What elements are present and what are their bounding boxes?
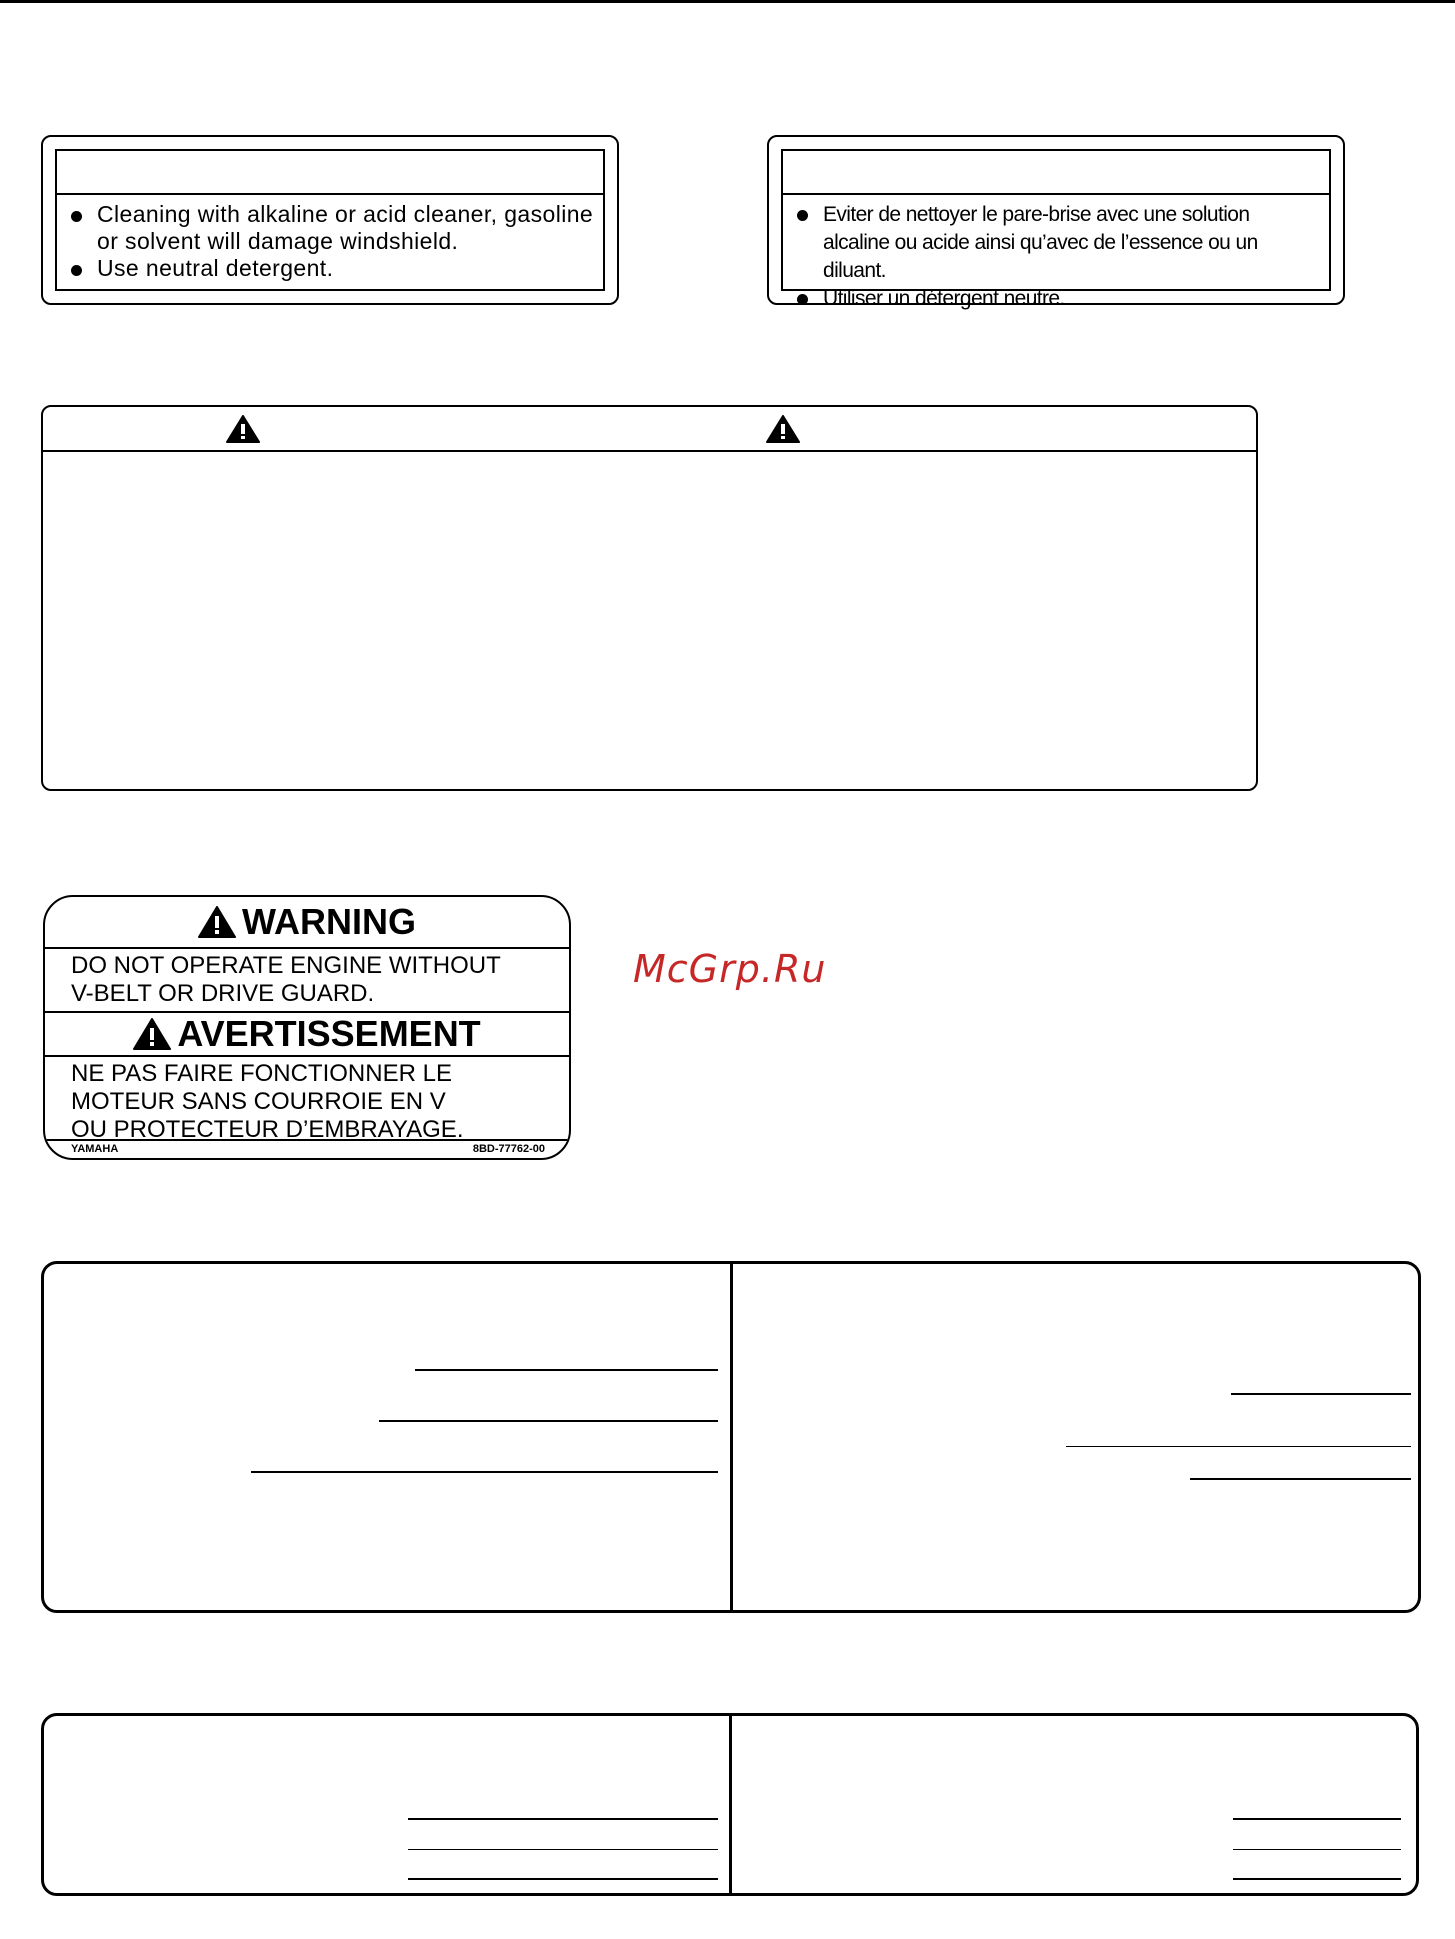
list-item: Eviter de nettoyer le pare-brise avec une solution alcaline ou acide ainsi qu’avec de l’essence ou un diluant. [797, 201, 1299, 285]
blank-line [1233, 1818, 1401, 1820]
warning-text: DO NOT OPERATE ENGINE WITHOUT V-BELT OR DRIVE GUARD. [45, 947, 569, 1013]
blank-line [1190, 1478, 1411, 1480]
warning-triangle-icon [198, 906, 236, 938]
form-divider [730, 1264, 733, 1610]
avertissement-title: AVERTISSEMENT [45, 1013, 569, 1055]
label-header [57, 151, 603, 195]
warning-box-header [43, 407, 1256, 452]
bullet-icon [797, 210, 808, 221]
bullet-icon [797, 294, 808, 305]
decal-footer [45, 1139, 569, 1158]
blank-line [379, 1420, 718, 1422]
windshield-caution-label-fr [767, 135, 1345, 310]
list-item: Cleaning with alkaline or acid cleaner, gasoline or solvent will damage windshield. [71, 201, 603, 255]
caution-list [783, 195, 1329, 313]
record-form-box [41, 1713, 1419, 1896]
label-header [783, 151, 1329, 195]
warning-triangle-icon [226, 415, 260, 443]
blank-line [1066, 1446, 1411, 1447]
list-item: Utiliser un détergent neutre. [797, 285, 1299, 313]
windshield-caution-label-en [41, 135, 619, 305]
blank-line [1233, 1849, 1401, 1850]
list-item: Use neutral detergent. [71, 255, 603, 282]
blank-line [408, 1878, 718, 1880]
warning-triangle-icon [133, 1018, 171, 1050]
warning-title: WARNING [45, 897, 569, 947]
blank-line [1233, 1878, 1401, 1880]
brand-text: YAMAHA [71, 1143, 119, 1155]
blank-line [251, 1471, 718, 1473]
page-top-rule [0, 0, 1455, 3]
avertissement-text: NE PAS FAIRE FONCTIONNER LE MOTEUR SANS COURROIE EN V OU PROTECTEUR D’EMBRAYAGE. [45, 1055, 569, 1147]
record-form-box [41, 1261, 1421, 1613]
warning-box [41, 405, 1258, 791]
bullet-icon [71, 265, 82, 276]
warning-triangle-icon [766, 415, 800, 443]
vbelt-warning-decal [43, 895, 571, 1160]
blank-line [415, 1369, 718, 1371]
part-number: 8BD-77762-00 [472, 1143, 545, 1155]
watermark: McGrp.Ru [633, 947, 827, 991]
bullet-icon [71, 211, 82, 222]
blank-line [408, 1818, 718, 1820]
caution-list [57, 195, 603, 282]
blank-line [408, 1849, 718, 1850]
blank-line [1231, 1393, 1411, 1395]
form-divider [729, 1716, 732, 1893]
